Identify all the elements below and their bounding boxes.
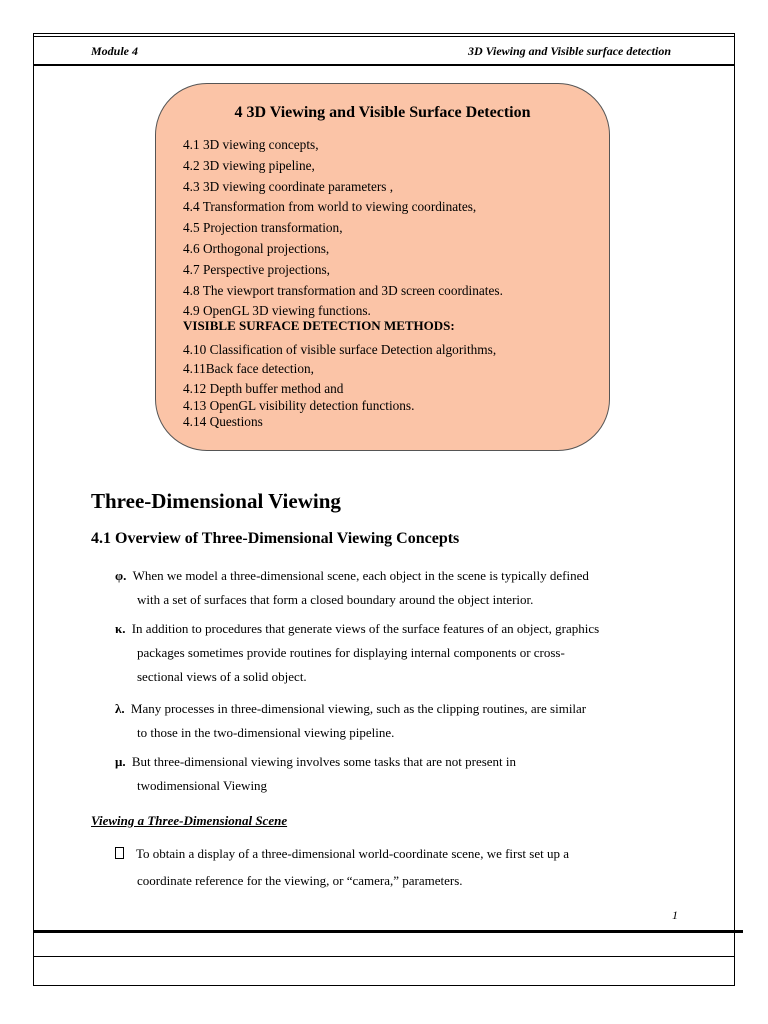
bullet-text: to those in the two-dimensional viewing pipeline.: [137, 725, 395, 740]
bullet-text: In addition to procedures that generate views of the surface features of an object, graphics: [131, 621, 600, 636]
bullet-text: with a set of surfaces that form a closed boundary around the object interior.: [137, 592, 534, 607]
footer-rule-thin: [33, 956, 735, 957]
bullet-text: coordinate reference for the viewing, or “camera,” parameters.: [137, 873, 463, 888]
header-top-rule: [33, 36, 735, 37]
bullet-item: [115, 840, 675, 894]
header-chapter-title: 3D Viewing and Visible surface detection: [467, 44, 671, 58]
toc-item: 4.5 Projection transformation,: [183, 220, 343, 236]
toc-item: 4.12 Depth buffer method and: [183, 380, 344, 396]
bullet-item: [115, 617, 651, 689]
page-number: 1: [672, 908, 678, 922]
bullet-symbol: κ.: [115, 621, 126, 636]
bullet-text: sectional views of a solid object.: [137, 669, 307, 684]
bullet-text: Many processes in three-dimensional viewing, such as the clipping routines, are similar: [130, 701, 587, 716]
bullet-text: To obtain a display of a three-dimensional world-coordinate scene, we first set up a: [136, 846, 570, 861]
toc-item: 4.1 3D viewing concepts,: [183, 137, 319, 152]
toc-list-visible-surface: [183, 340, 496, 429]
toc-list: [183, 135, 503, 322]
toc-subheading: VISIBLE SURFACE DETECTION METHODS:: [183, 318, 455, 333]
subsection-title: Viewing a Three-Dimensional Scene: [91, 813, 288, 828]
toc-item: 4.14 Questions: [183, 413, 263, 429]
bullet-symbol: λ.: [115, 701, 125, 716]
header-rule: [33, 64, 735, 66]
bullet-symbol: μ.: [115, 754, 126, 769]
toc-title: 4 3D Viewing and Visible Surface Detection: [234, 104, 531, 121]
toc-item: 4.7 Perspective projections,: [183, 261, 330, 277]
toc-item: 4.8 The viewport transformation and 3D screen coordinates.: [183, 282, 503, 298]
header-module: Module 4: [91, 44, 139, 58]
bullet-text: When we model a three-dimensional scene, each object in the scene is typically defined: [132, 568, 589, 583]
toc-item: 4.11Back face detection,: [183, 361, 314, 377]
toc-item: 4.6 Orthogonal projections,: [183, 240, 330, 256]
bullet-item: [115, 564, 651, 612]
footer-rule: [33, 930, 743, 933]
toc-box: [155, 83, 610, 451]
bullet-item: [115, 697, 651, 745]
toc-item: 4.2 3D viewing pipeline,: [183, 157, 315, 173]
bullet-symbol: φ.: [115, 568, 127, 583]
toc-item: 4.3 3D viewing coordinate parameters ,: [183, 178, 394, 194]
toc-item: 4.4 Transformation from world to viewing coordinates,: [183, 199, 477, 215]
section-title: 4.1 Overview of Three-Dimensional Viewing Concepts: [91, 530, 460, 547]
square-bullet-icon: [115, 847, 124, 859]
bullet-text: twodimensional Viewing: [137, 778, 268, 793]
toc-item: 4.10 Classification of visible surface Detection algorithms,: [183, 342, 497, 357]
toc-item: 4.13 OpenGL visibility detection functions.: [183, 398, 415, 414]
bullet-text: But three-dimensional viewing involves some tasks that are not present in: [131, 754, 517, 769]
bullet-item: [115, 750, 651, 798]
bullet-text: packages sometimes provide routines for displaying internal components or cross-: [137, 645, 565, 660]
toc-item: 4.9 OpenGL 3D viewing functions.: [183, 303, 371, 319]
page-title: Three-Dimensional Viewing: [91, 489, 341, 513]
